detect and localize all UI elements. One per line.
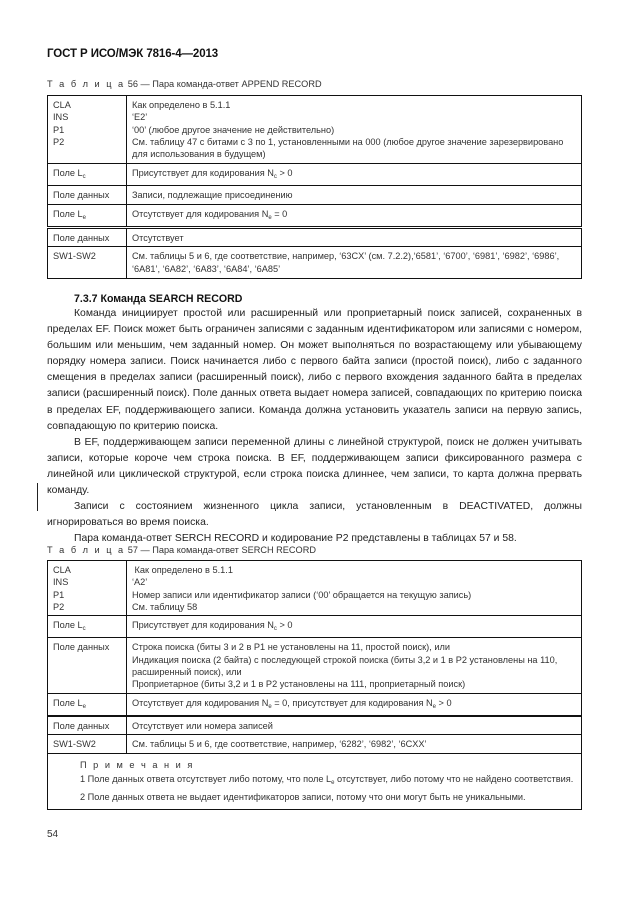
resp-data-value: Отсутствует или номера записей [127,717,582,735]
le-value-post: > 0 [436,697,452,708]
change-bar [37,483,38,511]
value-p1: Номер записи или идентификатор записи (‘00’ обращается на текущую запись) [132,589,472,600]
paragraph: В EF, поддерживающем записи переменной длины с линейной структурой, поиск не должен учитывать записи, которые короче чем строка поиска. В EF, поддерживающем записи фиксированного размера с линейной или циклической структурой, если строка поиска длиннее, чем записи, то карта должна прервать команду. [47,436,582,497]
note-1-text: 1 Поле данных ответа отсутствует либо потому, что поле L [80,773,332,784]
value-p1: ‘00’ (любое другое значение не действительно) [132,124,335,135]
params-values-cell [127,561,582,616]
data-line: Индикация поиска (2 байта) с последующей строкой поиска (биты 3,2 и 1 в P2 установлены на 110, расширенный поиск), или [132,654,558,678]
table-57-caption [47,545,316,555]
label-cla: CLA [53,565,71,575]
table-row [48,753,582,809]
le-sub: e [82,703,86,710]
data-label-cell: Поле данных [48,186,127,204]
resp-sw-label: SW1-SW2 [48,247,127,279]
le-value-sub: e [432,703,436,710]
table-row [48,561,582,616]
lc-label: Поле L [53,168,83,178]
note-2: 2 Поле данных ответа не выдает идентификаторов записи, потому что они могут быть не уникальными. [80,791,526,802]
le-value: Отсутствует для кодирования N [132,697,269,708]
paragraph: Записи с состоянием жизненного цикла записи, установленным в DEACTIVATED, должны игнорироваться во время поиска. [47,501,582,529]
caption-text: 56 — Пара команда-ответ APPEND RECORD [125,79,322,89]
le-label-cell [48,204,127,226]
lc-sub: c [82,626,86,633]
table-row [48,186,582,204]
lc-value-sub: c [273,174,277,180]
table-row [48,638,582,693]
lc-value: Присутствует для кодирования N [132,620,274,631]
value-ins: ‘E2’ [132,112,148,123]
le-value-mid: = 0, присутствует для кодирования N [271,697,433,708]
le-value-cell [127,204,582,226]
value-p2: См. таблицу 58 [132,601,198,612]
resp-sw-value: См. таблицы 5 и 6, где соответствие, например, ‘6282’, ‘6982’, ‘6CXX’ [127,735,582,753]
paragraph: Пара команда-ответ SERCH RECORD и кодирование P2 представлены в таблицах 57 и 58. [74,533,517,545]
resp-data-value: Отсутствует [127,229,582,247]
label-ins: INS [53,112,69,123]
table-56-command [47,95,582,227]
table-56-response [47,228,582,279]
lc-sub: c [82,174,86,180]
resp-sw-label: SW1-SW2 [48,735,127,753]
table-row [48,229,582,247]
caption-word: Т а б л и ц а [47,79,126,89]
le-label-cell [48,693,127,715]
note-1-post: отсутствует, либо потому что не найдено соответствия. [334,773,574,784]
label-p2: P2 [53,136,65,147]
le-sub: e [82,214,86,221]
value-ins: ‘A2’ [132,577,148,588]
le-value-sub: e [268,214,272,221]
lc-value-post: > 0 [276,168,293,178]
resp-data-label: Поле данных [48,717,127,735]
lc-value-sub: c [273,626,277,633]
value-p2: См. таблицу 47 с битами с 3 по 1, установленными на 000 (любое другое значение зарезервировано для использования в будущем) [132,136,564,160]
label-ins: INS [53,577,69,588]
params-labels-cell [48,561,127,616]
table-row [48,717,582,735]
notes-title: П р и м е ч а н и я [80,759,195,770]
caption-text: 57 — Пара команда-ответ SERCH RECORD [125,545,316,555]
lc-value-post: > 0 [276,620,293,631]
data-value-cell: Записи, подлежащие присоединению [127,186,582,204]
table-row [48,693,582,715]
table-row [48,164,582,186]
value-cla: Как определено в 5.1.1 [132,565,233,575]
table-row [48,204,582,226]
table-56-caption [47,79,322,89]
params-labels-cell [48,96,127,164]
le-value-cell [127,693,582,715]
data-line: Проприетарное (биты 3,2 и 1 в P2 установлены на 111, проприетарный поиск) [132,679,466,690]
le-value: Отсутствует для кодирования N [132,208,269,219]
table-57-command [47,560,582,716]
lc-value-cell [127,616,582,638]
lc-label-cell [48,164,127,186]
table-row [48,735,582,753]
lc-value: Присутствует для кодирования N [132,168,274,178]
table-row [48,96,582,164]
value-cla: Как определено в 5.1.1 [132,100,231,110]
section-heading: 7.3.7 Команда SEARCH RECORD [74,293,243,305]
page-number: 54 [47,829,59,840]
note-1-sub: e [331,779,335,786]
lc-label: Поле L [53,620,83,631]
resp-sw-value: См. таблицы 5 и 6, где соответствие, например, ‘63CX’ (см. 7.2.2),‘6581’, ‘6700’, ‘6981’, ‘6982’, ‘6986’, ‘6A81’, ‘6A82’, ‘6A83’, ‘6A84’, ‘6A85’ [127,247,582,279]
resp-data-label: Поле данных [48,229,127,247]
le-value-sub: e [268,703,272,710]
paragraph: Команда инициирует простой или расширенный или проприетарный поиск записей, сохраненных в пределах EF. Поиск может быть ограничен записями с заданным идентификатором или записями с номером, большим или меньшим, чем заданный номер. Он может выполняться по возрастающему или убывающему порядку номера записи. Поиск начинается либо с первого байта записи (простой поиск), либо с заданного смещения в пределах записи (расширенный поиск), либо с первого вхождения заданного байта в пределах записи (расширенный поиск). Поле данных ответа выдает номера записей, совпадающих по критерию поиска в пределах EF, поддерживающего записи. Команда должна установить указатель записи на первую запись, совпадающую по критерию поиска. [47,308,582,432]
lc-value-cell [127,164,582,186]
label-p1: P1 [53,589,65,600]
data-value-cell [127,638,582,693]
note-1 [53,772,576,790]
table-row [48,616,582,638]
table-57-response [47,716,582,810]
params-values-cell [127,96,582,164]
table-row [48,247,582,279]
notes-cell [48,753,582,809]
data-line: Строка поиска (биты 3 и 2 в P1 не установлены на 11, простой поиск), или [132,642,450,653]
section-body [47,306,582,547]
caption-word: Т а б л и ц а [47,545,126,555]
label-p2: P2 [53,601,65,612]
le-value-post: = 0 [271,208,288,219]
label-p1: P1 [53,124,65,135]
label-cla: CLA [53,100,71,110]
document-header-title: ГОСТ Р ИСО/МЭК 7816-4—2013 [47,48,219,60]
data-label-cell: Поле данных [48,638,127,693]
le-label: Поле L [53,208,83,219]
lc-label-cell [48,616,127,638]
le-label: Поле L [53,697,83,708]
